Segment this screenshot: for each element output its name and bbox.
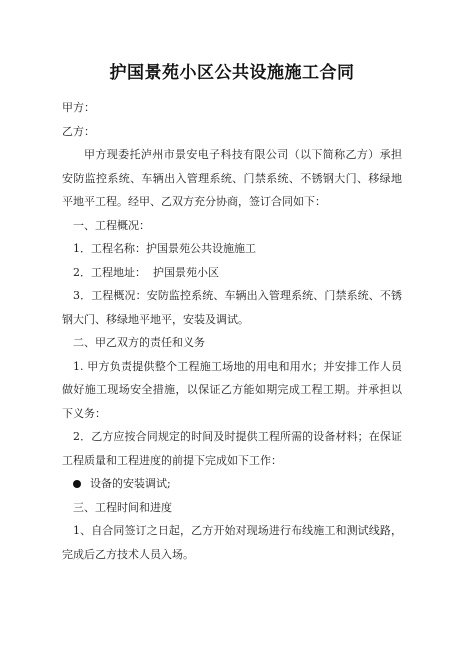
- bullet-dot-icon: [73, 480, 81, 488]
- party-a-duty-paragraph: 1. 甲方负责提供整个工程施工场地的用电和用水；并安排工作人员做好施工现场安全措施，以保证乙方能如期完成工程工期。并承担以下义务：: [62, 359, 402, 420]
- party-a-label: 甲方：: [62, 101, 95, 114]
- section-1-heading: 一、工程概况：: [73, 218, 150, 232]
- bullet-item-text: 设备的安装调试;: [90, 477, 171, 490]
- schedule-paragraph: 1、自合同签订之日起，乙方开始对现场进行布线施工和测试线路，完成后乙方技术人员入场。: [62, 524, 402, 561]
- project-address-item: 2．工程地址： 护国景苑小区: [73, 265, 219, 279]
- section-2-heading: 二、甲乙双方的责任和义务: [73, 336, 205, 349]
- bullet-item: [62, 472, 402, 496]
- intro-paragraph: 甲方现委托泸州市景安电子科技有限公司（以下简称乙方）承担安防监控系统、车辆出入管理系统、门禁系统、不锈钢大门、移绿地平地平工程。经甲、乙双方充分协商，签订合同如下：: [62, 148, 402, 208]
- section-3-heading: 三、工程时间和进度: [73, 500, 172, 514]
- project-overview-item: 3．工程概况：安防监控系统、车辆出入管理系统、门禁系统、不锈钢大门、移绿地平地平，安装及调试。: [62, 289, 402, 326]
- project-name-item: 1．工程名称：护国景苑公共设施施工: [73, 242, 256, 255]
- party-b-label: 乙方：: [62, 124, 95, 138]
- party-b-duty-paragraph: 2．乙方应按合同规定的时间及时提供工程所需的设备材料；在保证工程质量和工程进度的前提下完成如下工作：: [62, 430, 402, 467]
- document-title: 护国景苑小区公共设施施工合同: [109, 63, 355, 83]
